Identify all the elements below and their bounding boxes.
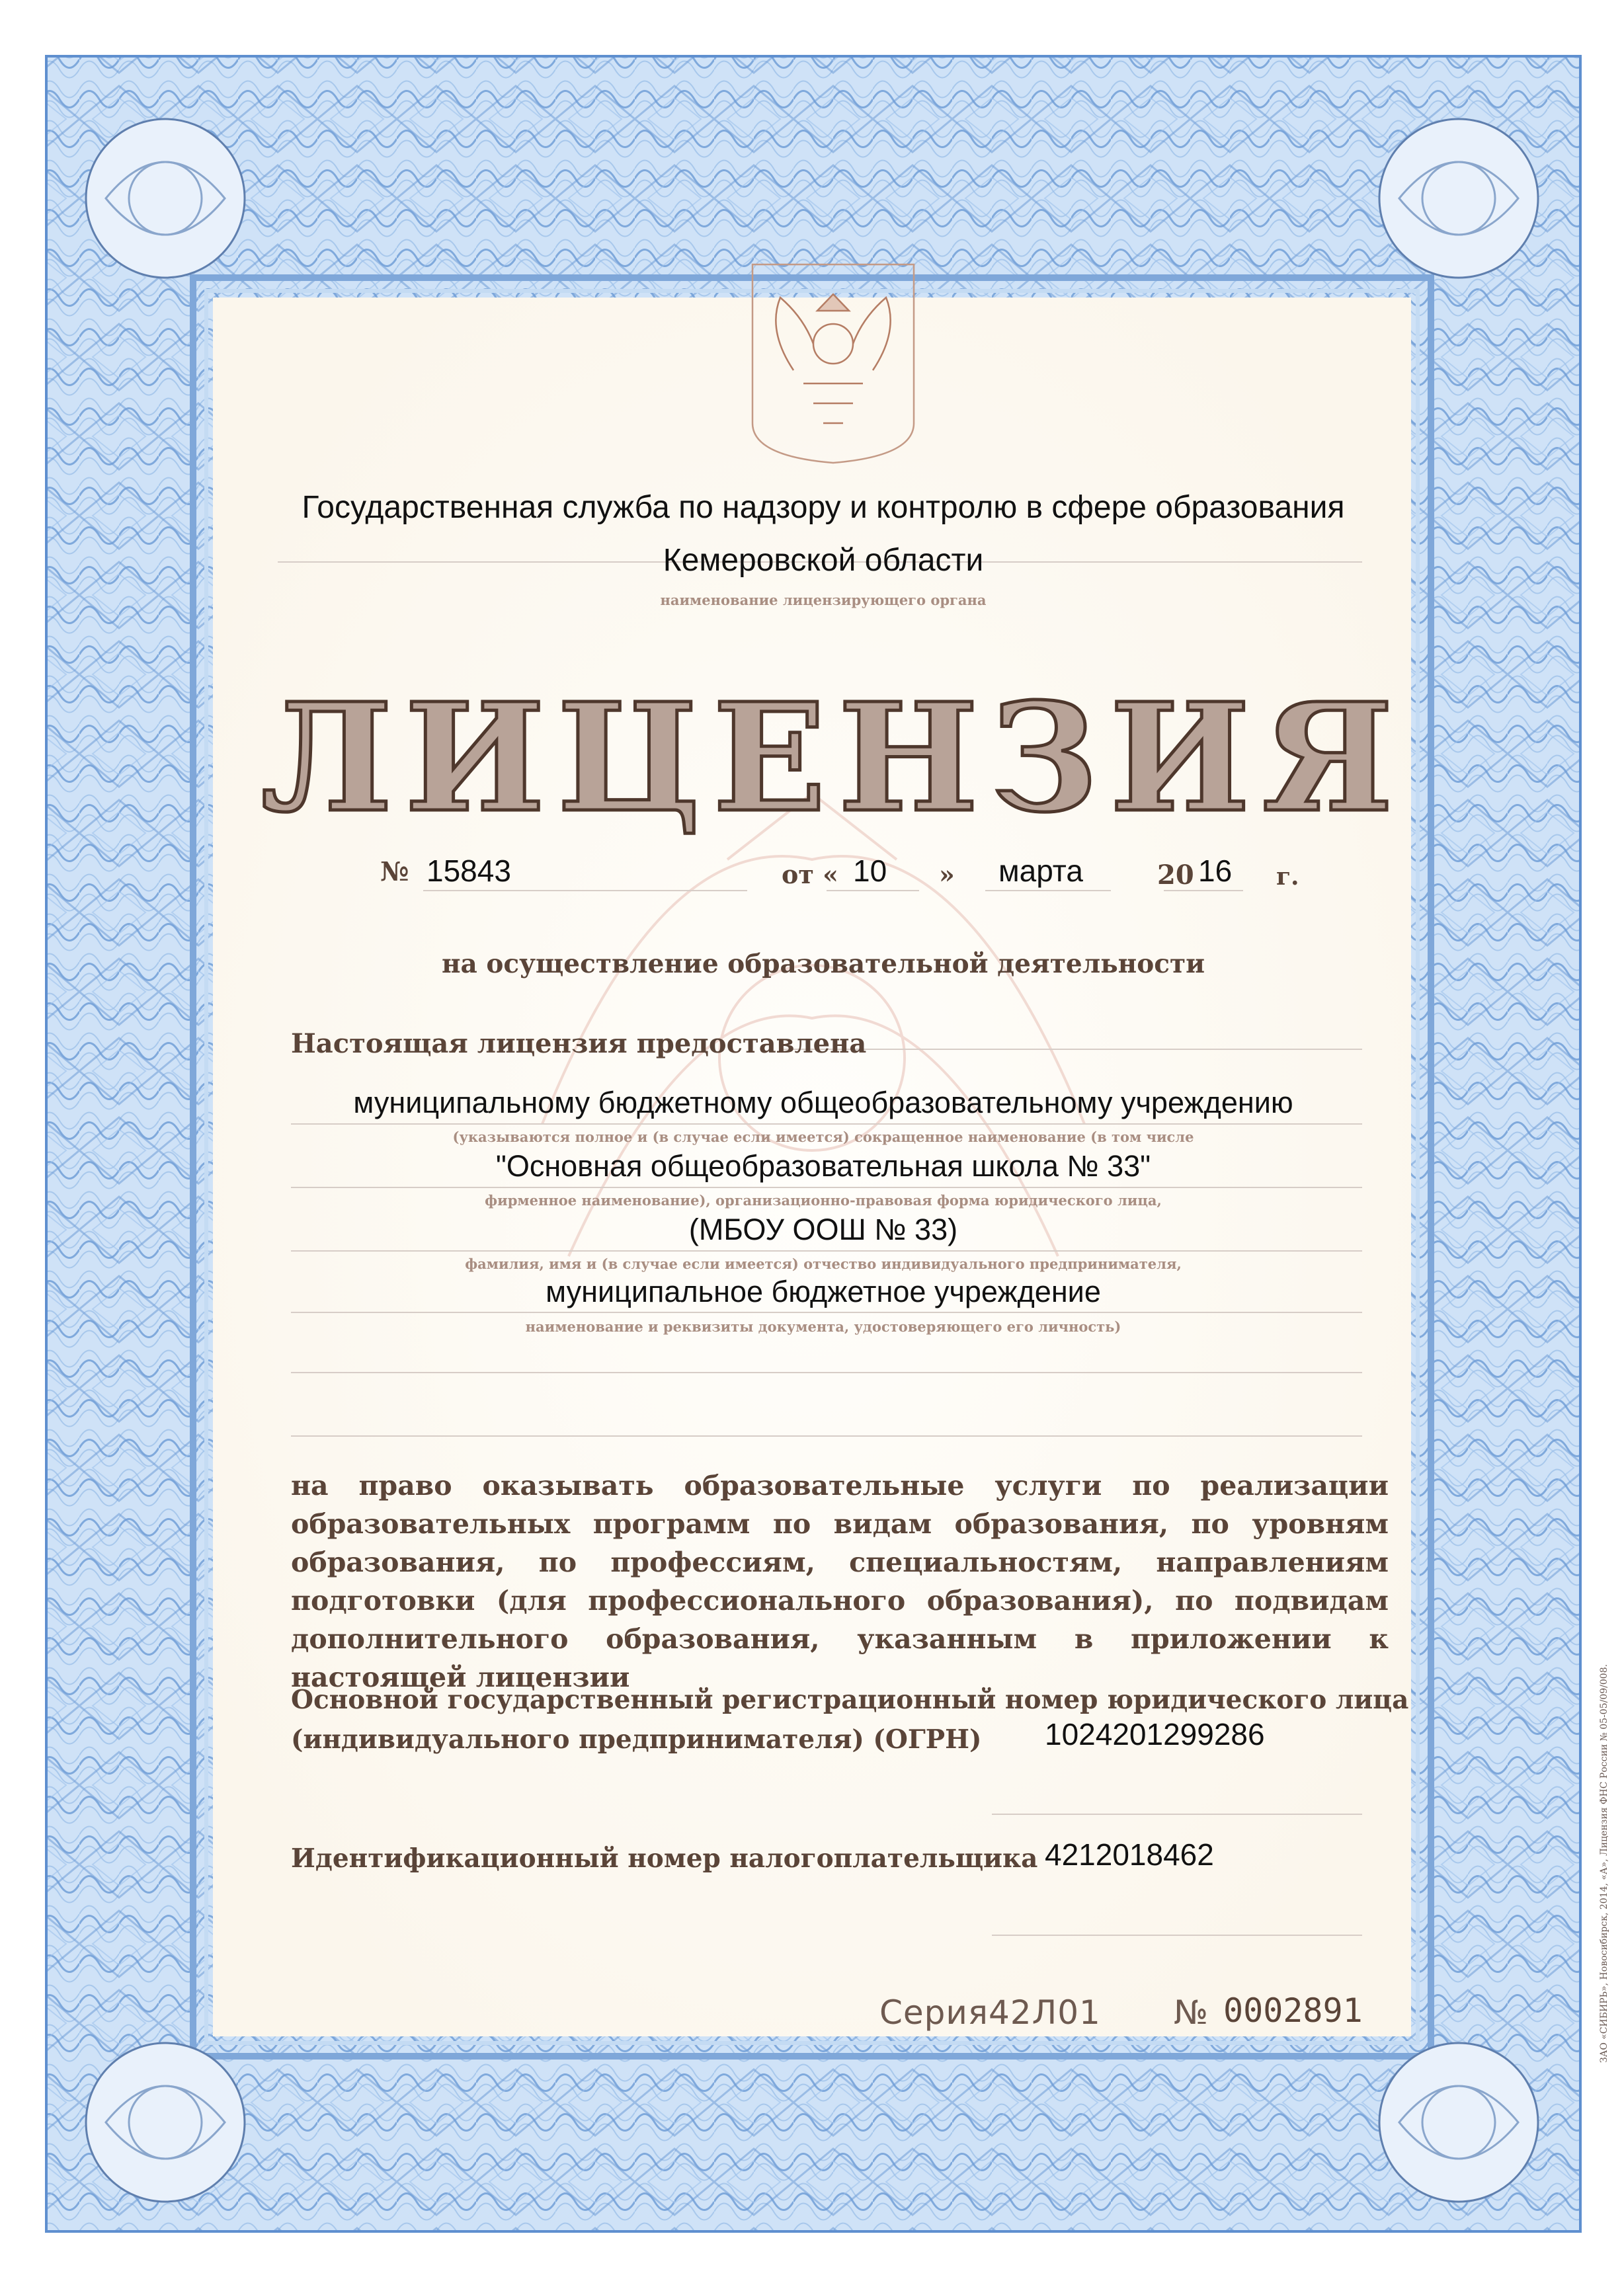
- inn-value: 4212018462: [1045, 1837, 1214, 1872]
- license-right-paragraph: на право оказывать образовательные услуги по реализации образовательных программ по видам образования, по уровням образования, по профессиям, специальностям, направлениям подготовки (для профессионального образования), по подвидам дополнительного образования, указанным в приложении к настоящей лицензии: [291, 1470, 1389, 1693]
- ogrn-label-1: Основной государственный регистрационный номер юридического лица: [291, 1685, 1409, 1715]
- licensee-line-2: "Основная общеобразовательная школа № 33": [495, 1149, 1151, 1183]
- authority-caption: наименование лицензирующего органа: [660, 592, 987, 608]
- title-text: ЛИЦЕНЗИЯ: [261, 671, 1406, 846]
- licensee-caption-3: фамилия, имя и (в случае если имеется) отчество индивидуального предпринимателя,: [465, 1256, 1182, 1272]
- licensee-line-1: муниципальному бюджетному общеобразовательному учреждению: [353, 1086, 1293, 1119]
- form-number: 0002891: [1223, 1991, 1363, 2030]
- licensee-caption-4: наименование и реквизиты документа, удостоверяющего его личность): [525, 1318, 1121, 1335]
- licensee-caption-2: фирменное наименование), организационно-правовая форма юридического лица,: [485, 1192, 1162, 1209]
- ogrn-label-2: (индивидуального предпринимателя) (ОГРН): [291, 1724, 982, 1755]
- series-label: Серия: [879, 1993, 989, 2032]
- authority-line-1: Государственная служба по надзору и контролю в сфере образования: [302, 490, 1345, 525]
- license-year-suffix: 16: [1198, 854, 1233, 888]
- licensee-line-3: (МБОУ ООШ № 33): [688, 1213, 958, 1246]
- authority-line-2: Кемеровской области: [663, 543, 984, 578]
- from-label: от «: [782, 860, 838, 889]
- year-prefix: 20: [1157, 860, 1194, 891]
- printer-side-note: ЗАО «СИБИРЬ», Новосибирск, 2014, «А», Лицензия ФНС России № 05-05/09/008.: [1599, 1663, 1609, 2063]
- purpose-text: на осуществление образовательной деятельности: [441, 949, 1205, 979]
- ogrn-value: 1024201299286: [1045, 1717, 1265, 1751]
- form-number-label: №: [1174, 1993, 1209, 2032]
- license-month: марта: [998, 854, 1083, 888]
- granted-label: Настоящая лицензия предоставлена: [291, 1028, 867, 1059]
- licensee-line-4: муниципальное бюджетное учреждение: [546, 1275, 1101, 1308]
- year-label: г.: [1276, 863, 1299, 891]
- number-label: №: [380, 856, 409, 887]
- inn-label: Идентификационный номер налогоплательщика: [291, 1843, 1038, 1874]
- license-day: 10: [853, 854, 887, 888]
- licensee-caption-1: (указываются полное и (в случае если имеется) сокращенное наименование (в том числе: [452, 1129, 1194, 1145]
- day-close: »: [939, 860, 955, 889]
- license-number: 15843: [426, 854, 511, 888]
- series-value: 42Л01: [989, 1993, 1101, 2032]
